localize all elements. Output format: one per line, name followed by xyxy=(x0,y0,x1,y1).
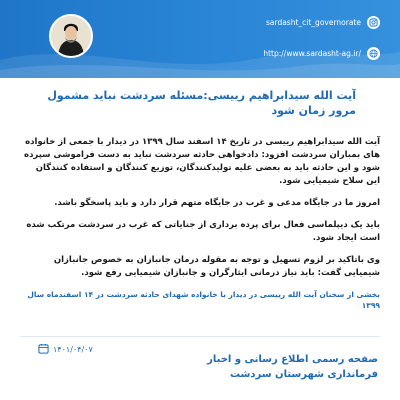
paragraph-1: آیت الله سیدابراهیم رییسی در تاریخ ۱۴ اسفند سال ۱۳۹۹ در دیدار با جمعی از خانواده های بمباران سردشت افزود: دادخواهی حادثه سردشت نباید به دست فراموشی سپرده شود و این حادثه باید به بعضی علیه تولیدکنندگان، توزیع کنندگان و استفاده کنندگان این سلاح شیمیایی شود. xyxy=(24,137,380,186)
website-row[interactable] xyxy=(263,47,380,60)
calendar-icon xyxy=(38,343,49,356)
paragraph-4: وی باتاکید بر لزوم تسهیل و توجه به مقوله درمان جانبازان به خصوص جانبازان شیمیایی گفت: باید نیاز درمانی ایثارگران و جانبازان شیمیایی رفع شود. xyxy=(53,255,380,278)
header-banner xyxy=(0,0,400,78)
date-stamp xyxy=(38,343,93,356)
portrait-avatar xyxy=(49,14,93,58)
organization-name xyxy=(207,352,378,382)
instagram-handle[interactable]: sardasht_cit_governorate xyxy=(266,18,361,27)
post-caption: بخشی از سخنان آیت الله رییسی در دیدار با خانواده شهدای حادثه سردشت در ۱۴ اسفندماه سال ۱۳۹۹ xyxy=(27,290,380,310)
instagram-row[interactable] xyxy=(266,16,380,29)
post-title: آیت الله سیدابراهیم رییسی:مسئله سردشت نباید مشمول مرور زمان شود xyxy=(47,89,356,117)
paragraph-2: امروز ما در جایگاه مدعی و غرب در جایگاه متهم قرار دارد و باید پاسخگو باشد. xyxy=(54,198,380,208)
post-content xyxy=(20,88,380,311)
org-line-1: صفحه رسمی اطلاع رسانی و اخبار xyxy=(207,354,378,365)
website-link[interactable]: http://www.sardasht-ag.ir/ xyxy=(263,49,361,58)
paragraph-3: باید یک دیپلماسی فعال برای پرده برداری از جنایاتی که غرب در سردشت مرتکب شده است ایجاد شود. xyxy=(26,220,380,243)
post-date: ۱۴۰۱/۰۴/۰۷ xyxy=(53,345,93,354)
instagram-icon xyxy=(367,16,380,29)
footer-divider xyxy=(20,336,380,337)
org-line-2: فرمانداری شهرستان سردشت xyxy=(229,369,378,380)
globe-icon xyxy=(367,47,380,60)
